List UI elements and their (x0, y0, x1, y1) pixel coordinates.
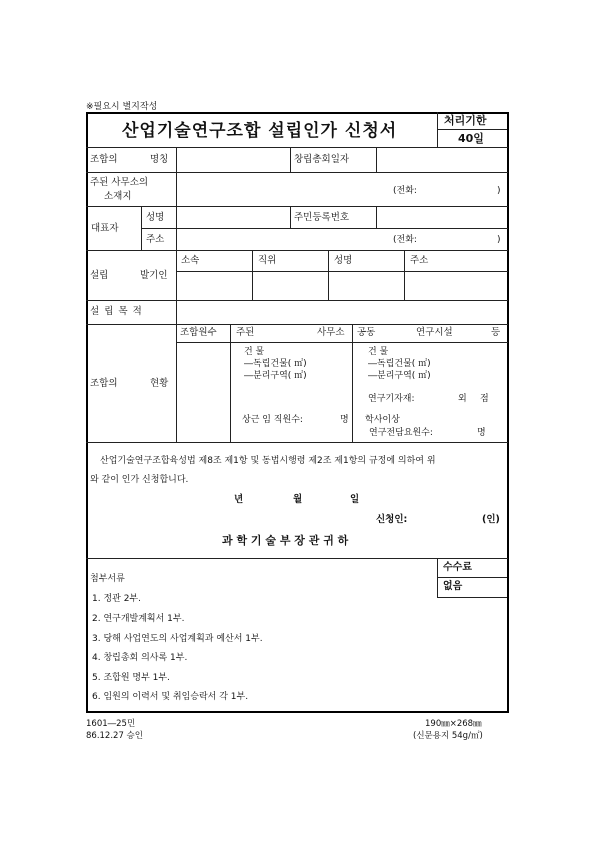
founding-date-field[interactable] (378, 149, 506, 170)
rep-id-label: 주민등록번호 (294, 212, 350, 223)
founder-position-field[interactable] (254, 273, 326, 298)
founder-affiliation-field[interactable] (178, 273, 250, 298)
rep-phone-label: (전화: (393, 235, 417, 245)
office-phone-label: (전화: (393, 186, 417, 196)
dedicated-researchers-unit: 명 (477, 428, 486, 438)
office-phone-close: ) (497, 186, 501, 196)
attachment-item: 2. 연구개발계획서 1부. (92, 614, 185, 624)
attachments-title: 첨부서류 (90, 574, 125, 584)
founders-col-address: 주소 (410, 255, 429, 266)
rep-address-label: 주소 (146, 234, 165, 245)
founding-date-label: 창립총회일자 (294, 154, 350, 165)
office-label-line1: 주된 사무소의 (90, 177, 149, 188)
form-title: 산업기술연구조합 설립인가 신청서 (122, 121, 398, 141)
founder-address-field[interactable] (406, 273, 506, 298)
union-name-label-a: 조합의 (90, 154, 118, 165)
applicant-signature-field[interactable] (416, 511, 480, 527)
status-label-a: 조합의 (90, 378, 118, 389)
date-day-label: 일 (350, 494, 360, 505)
office-staff-label: 상근 임 직원수: (242, 415, 303, 425)
attachment-item: 5. 조합원 명부 1부. (92, 673, 170, 683)
fee-value: 없음 (443, 581, 463, 592)
equipment-label: 연구기자재: (368, 394, 415, 404)
founders-label-b: 발기인 (140, 270, 168, 281)
date-month-label: 월 (293, 494, 303, 505)
applicant-label: 신청인: (376, 514, 408, 525)
office-separate-area: ―분리구역( ㎡) (244, 371, 307, 381)
rep-address-field[interactable] (178, 230, 388, 248)
status-col-office-b: 사무소 (317, 327, 345, 338)
office-building-label: 건 물 (244, 347, 265, 357)
rep-name-field[interactable] (178, 208, 288, 226)
attachment-item: 1. 정관 2부. (92, 594, 141, 604)
purpose-label: 설 립 목 적 (90, 306, 143, 317)
office-staff-unit: 명 (340, 415, 349, 425)
status-col-facility-c: 등 (491, 327, 501, 338)
equipment-unit-b: 점 (480, 394, 489, 404)
facility-separate-area: ―분리구역( ㎡) (368, 371, 431, 381)
equipment-unit-a: 외 (458, 394, 467, 404)
form-code: 1601―25민 (86, 719, 136, 729)
addressee: 과 학 기 술 부 장 관 귀 하 (222, 534, 349, 547)
attachment-item: 6. 임원의 이력서 및 취임승락서 각 1부. (92, 692, 249, 702)
representative-label: 대표자 (91, 223, 119, 234)
seal-mark: (인) (482, 514, 500, 525)
attachment-item: 4. 창립총회 의사록 1부. (92, 653, 188, 663)
statement-line2: 와 같이 인가 신청합니다. (90, 475, 189, 485)
top-note: ※필요시 별지작성 (86, 102, 158, 112)
rep-id-field[interactable] (378, 208, 506, 226)
paper-size: 190㎜×268㎜ (425, 719, 482, 729)
status-col-office-a: 주된 (236, 327, 255, 338)
facility-building-label: 건 물 (368, 347, 389, 357)
office-address-field[interactable] (178, 174, 388, 204)
office-standalone-building: ―독립건물( ㎡) (244, 359, 307, 369)
founders-col-name: 성명 (334, 255, 353, 266)
founder-name-field[interactable] (330, 273, 402, 298)
union-name-field[interactable] (178, 149, 288, 170)
office-label-line2: 소재지 (104, 191, 132, 202)
statement-line1: 산업기술연구조합육성법 제8조 제1항 및 동법시행령 제2조 제1항의 규정에 의하여 위 (100, 456, 436, 466)
processing-deadline-label: 처리기한 (444, 114, 487, 127)
date-year-label: 년 (234, 494, 244, 505)
status-col-members: 조합원수 (180, 327, 217, 338)
dedicated-researchers-label: 연구전담요원수: (369, 428, 433, 438)
founders-col-affiliation: 소속 (181, 255, 200, 266)
status-col-facility-b: 연구시설 (416, 327, 453, 338)
union-name-label-b: 명칭 (150, 154, 169, 165)
founders-col-position: 직위 (258, 255, 277, 266)
degree-label: 학사이상 (365, 415, 400, 425)
rep-name-label: 성명 (146, 212, 165, 223)
member-count-field[interactable] (178, 344, 228, 440)
status-label-b: 현황 (150, 378, 169, 389)
approval-date: 86.12.27 승인 (86, 731, 143, 741)
fee-label: 수수료 (443, 562, 472, 573)
paper-type: (신문용지 54g/㎡) (413, 731, 483, 741)
founders-label-a: 설립 (90, 270, 109, 281)
purpose-field[interactable] (178, 302, 506, 322)
attachment-item: 3. 당해 사업연도의 사업계획과 예산서 1부. (92, 634, 263, 644)
status-col-facility-a: 공동 (357, 327, 376, 338)
rep-phone-close: ) (497, 235, 501, 245)
processing-deadline-value: 40일 (458, 132, 484, 145)
facility-standalone-building: ―독립건물( ㎡) (368, 359, 431, 369)
